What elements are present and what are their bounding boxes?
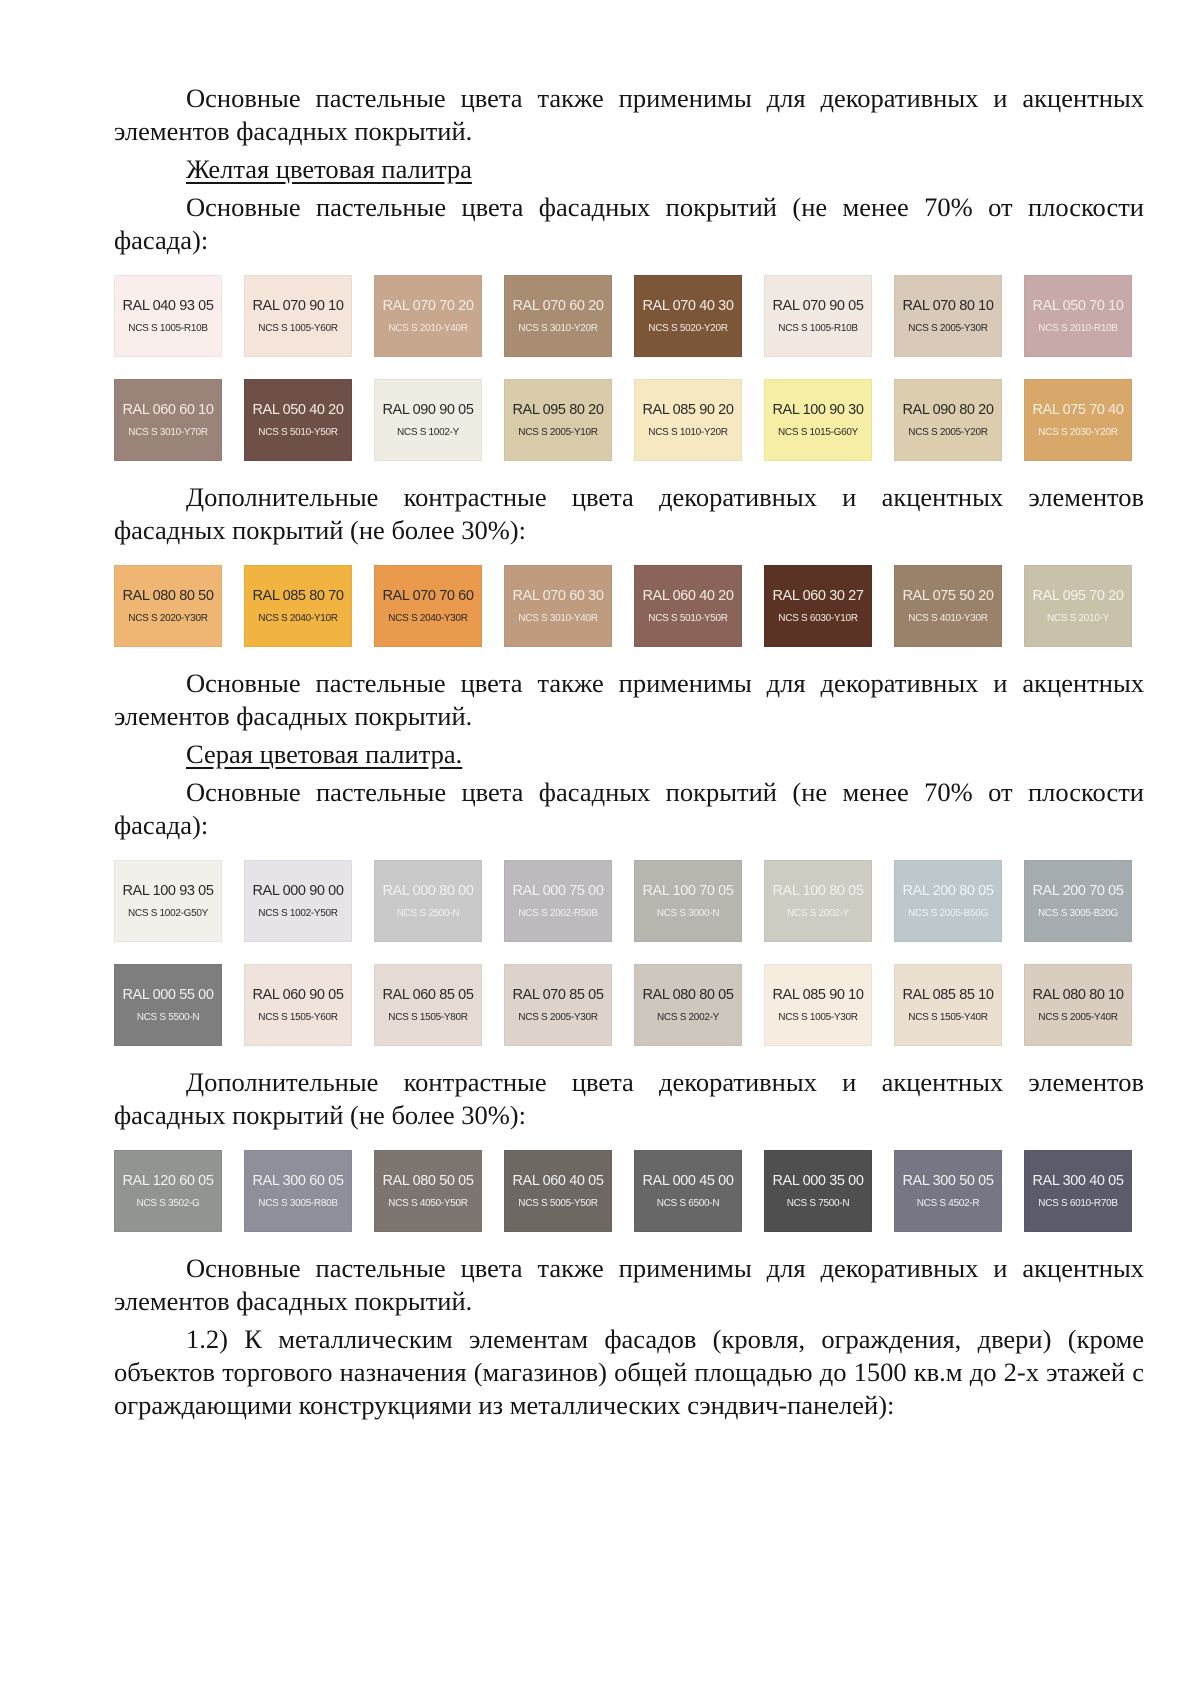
color-swatch [114,379,222,461]
gray-main-row-1 [114,860,1144,942]
swatch-ncs-code: NCS S 2005-Y30R [908,322,988,334]
swatch-ral-code: RAL 080 80 50 [122,587,214,604]
swatch-ncs-code: NCS S 5010-Y50R [648,612,728,624]
swatch-ncs-code: NCS S 5500-N [136,1011,200,1023]
swatch-ncs-code: NCS S 3005-R80B [258,1197,338,1209]
swatch-ncs-code: NCS S 1015-G60Y [778,426,858,438]
swatch-ncs-code: NCS S 1002-G50Y [128,907,208,919]
color-swatch [244,275,352,357]
color-swatch [894,565,1002,647]
swatch-ncs-code: NCS S 2002-Y [787,907,849,919]
swatch-ral-code: RAL 090 90 05 [382,401,474,418]
swatch-ral-code: RAL 060 30 27 [772,587,864,604]
color-swatch [894,1150,1002,1232]
swatch-ncs-code: NCS S 6010-R70B [1038,1197,1118,1209]
swatch-ral-code: RAL 070 90 05 [772,297,864,314]
color-swatch [504,379,612,461]
swatch-ral-code: RAL 085 85 10 [902,986,994,1003]
swatch-ncs-code: NCS S 5005-Y50R [518,1197,598,1209]
gray-main-palette [114,860,1144,1046]
swatch-ral-code: RAL 085 80 70 [252,587,344,604]
swatch-ral-code: RAL 085 90 20 [642,401,734,418]
swatch-ncs-code: NCS S 4010-Y30R [908,612,988,624]
color-swatch [374,1150,482,1232]
color-swatch [894,275,1002,357]
color-swatch [634,379,742,461]
swatch-ral-code: RAL 050 40 20 [252,401,344,418]
gray-additional-row [114,1150,1144,1232]
swatch-ncs-code: NCS S 1505-Y80R [388,1011,468,1023]
swatch-ral-code: RAL 100 70 05 [642,882,734,899]
swatch-ral-code: RAL 070 90 10 [252,297,344,314]
swatch-ral-code: RAL 000 90 00 [252,882,344,899]
color-swatch [504,275,612,357]
swatch-ral-code: RAL 200 80 05 [902,882,994,899]
color-swatch [894,964,1002,1046]
swatch-ncs-code: NCS S 6030-Y10R [778,612,858,624]
swatch-ral-code: RAL 000 45 00 [642,1172,734,1189]
swatch-ncs-code: NCS S 2040-Y10R [258,612,338,624]
gray-additional-colors-paragraph: Дополнительные контрастные цвета декоративных и акцентных элементов фасадных покрытий (не более 30%): [114,1067,1144,1130]
swatch-ncs-code: NCS S 2005-Y10R [518,426,598,438]
swatch-ncs-code: NCS S 1010-Y20R [648,426,728,438]
yellow-main-colors-paragraph: Основные пастельные цвета фасадных покрытий (не менее 70% от плоскости фасада): [114,192,1144,255]
swatch-ncs-code: NCS S 1002-Y50R [258,907,338,919]
color-swatch [634,565,742,647]
color-swatch [114,275,222,357]
swatch-ral-code: RAL 060 85 05 [382,986,474,1003]
swatch-ncs-code: NCS S 2005-Y30R [518,1011,598,1023]
swatch-ncs-code: NCS S 4050-Y50R [388,1197,468,1209]
color-swatch [244,565,352,647]
swatch-ral-code: RAL 000 80 00 [382,882,474,899]
swatch-ral-code: RAL 060 40 20 [642,587,734,604]
color-swatch [374,964,482,1046]
swatch-ral-code: RAL 070 70 20 [382,297,474,314]
color-swatch [1024,860,1132,942]
color-swatch [374,275,482,357]
swatch-ral-code: RAL 070 40 30 [642,297,734,314]
swatch-ncs-code: NCS S 1005-R10B [128,322,208,334]
swatch-ral-code: RAL 000 35 00 [772,1172,864,1189]
color-swatch [764,565,872,647]
color-swatch [764,1150,872,1232]
swatch-ncs-code: NCS S 3000-N [656,907,720,919]
swatch-ncs-code: NCS S 1005-R10B [778,322,858,334]
color-swatch [764,379,872,461]
swatch-ral-code: RAL 100 80 05 [772,882,864,899]
swatch-ral-code: RAL 085 90 10 [772,986,864,1003]
yellow-additional-row [114,565,1144,647]
color-swatch [634,860,742,942]
swatch-ncs-code: NCS S 1505-Y40R [908,1011,988,1023]
swatch-ncs-code: NCS S 5010-Y50R [258,426,338,438]
swatch-ral-code: RAL 000 75 00 [512,882,604,899]
swatch-ral-code: RAL 080 80 05 [642,986,734,1003]
color-swatch [244,1150,352,1232]
swatch-ral-code: RAL 300 50 05 [902,1172,994,1189]
color-swatch [1024,379,1132,461]
swatch-ncs-code: NCS S 2002-R50B [518,907,598,919]
swatch-ral-code: RAL 090 80 20 [902,401,994,418]
gray-additional-palette [114,1150,1144,1232]
color-swatch [374,379,482,461]
swatch-ral-code: RAL 050 70 10 [1032,297,1124,314]
swatch-ncs-code: NCS S 2005-Y40R [1038,1011,1118,1023]
swatch-ral-code: RAL 060 90 05 [252,986,344,1003]
yellow-main-row-2 [114,379,1144,461]
swatch-ncs-code: NCS S 2005-B50G [908,907,988,919]
yellow-after-paragraph: Основные пастельные цвета также применимы для декоративных и акцентных элементов фасадных покрытий. [114,668,1144,731]
color-swatch [894,860,1002,942]
swatch-ral-code: RAL 095 80 20 [512,401,604,418]
color-swatch [1024,565,1132,647]
swatch-ncs-code: NCS S 1005-Y60R [258,322,338,334]
swatch-ral-code: RAL 070 80 10 [902,297,994,314]
swatch-ncs-code: NCS S 2010-Y [1047,612,1109,624]
yellow-palette-heading: Желтая цветовая палитра [186,154,472,184]
swatch-ncs-code: NCS S 2020-Y30R [128,612,208,624]
swatch-ncs-code: NCS S 2030-Y20R [1038,426,1118,438]
swatch-ral-code: RAL 120 60 05 [122,1172,214,1189]
swatch-ral-code: RAL 070 60 20 [512,297,604,314]
swatch-ral-code: RAL 040 93 05 [122,297,214,314]
color-swatch [504,565,612,647]
swatch-ncs-code: NCS S 2005-Y20R [908,426,988,438]
swatch-ral-code: RAL 075 50 20 [902,587,994,604]
document-body [114,82,1144,1427]
color-swatch [634,964,742,1046]
swatch-ncs-code: NCS S 7500-N [786,1197,850,1209]
color-swatch [374,565,482,647]
color-swatch [504,964,612,1046]
swatch-ncs-code: NCS S 2002-Y [657,1011,719,1023]
color-swatch [244,964,352,1046]
swatch-ral-code: RAL 100 93 05 [122,882,214,899]
color-swatch [894,379,1002,461]
color-swatch [504,860,612,942]
swatch-ncs-code: NCS S 2500-N [396,907,460,919]
gray-palette-heading: Серая цветовая палитра. [186,739,463,769]
swatch-ral-code: RAL 300 40 05 [1032,1172,1124,1189]
yellow-additional-palette [114,565,1144,647]
swatch-ncs-code: NCS S 4502-R [916,1197,980,1209]
color-swatch [1024,964,1132,1046]
swatch-ncs-code: NCS S 3010-Y70R [128,426,208,438]
swatch-ncs-code: NCS S 1002-Y [397,426,459,438]
intro-paragraph: Основные пастельные цвета также применимы для декоративных и акцентных элементов фасадных покрытий. [114,83,1144,146]
swatch-ncs-code: NCS S 1005-Y30R [778,1011,858,1023]
swatch-ral-code: RAL 070 85 05 [512,986,604,1003]
yellow-main-row-1 [114,275,1144,357]
color-swatch [764,860,872,942]
swatch-ncs-code: NCS S 6500-N [656,1197,720,1209]
color-swatch [114,565,222,647]
swatch-ncs-code: NCS S 3010-Y40R [518,612,598,624]
color-swatch [114,964,222,1046]
color-swatch [764,275,872,357]
color-swatch [244,379,352,461]
swatch-ral-code: RAL 000 55 00 [122,986,214,1003]
swatch-ncs-code: NCS S 1505-Y60R [258,1011,338,1023]
color-swatch [1024,1150,1132,1232]
swatch-ncs-code: NCS S 2010-R10B [1038,322,1118,334]
swatch-ral-code: RAL 100 90 30 [772,401,864,418]
gray-main-colors-paragraph: Основные пастельные цвета фасадных покрытий (не менее 70% от плоскости фасада): [114,777,1144,840]
color-swatch [1024,275,1132,357]
swatch-ncs-code: NCS S 2040-Y30R [388,612,468,624]
color-swatch [374,860,482,942]
color-swatch [504,1150,612,1232]
yellow-main-palette [114,275,1144,461]
swatch-ral-code: RAL 080 80 10 [1032,986,1124,1003]
swatch-ral-code: RAL 060 40 05 [512,1172,604,1189]
swatch-ncs-code: NCS S 3005-B20G [1038,907,1118,919]
swatch-ncs-code: NCS S 3010-Y20R [518,322,598,334]
swatch-ral-code: RAL 070 60 30 [512,587,604,604]
swatch-ral-code: RAL 095 70 20 [1032,587,1124,604]
swatch-ral-code: RAL 080 50 05 [382,1172,474,1189]
gray-main-row-2 [114,964,1144,1046]
color-swatch [634,275,742,357]
color-swatch [114,1150,222,1232]
metal-elements-paragraph: 1.2) К металлическим элементам фасадов (кровля, ограждения, двери) (кроме объектов торгового назначения (магазинов) общей площадью до 1500 кв.м до 2-х этажей с ограждающими конструкциями из металлических сэндвич-панелей): [114,1324,1144,1420]
yellow-additional-colors-paragraph: Дополнительные контрастные цвета декоративных и акцентных элементов фасадных покрытий (не более 30%): [114,482,1144,545]
swatch-ncs-code: NCS S 5020-Y20R [648,322,728,334]
swatch-ncs-code: NCS S 3502-G [136,1197,200,1209]
swatch-ral-code: RAL 060 60 10 [122,401,214,418]
gray-after-paragraph: Основные пастельные цвета также применимы для декоративных и акцентных элементов фасадных покрытий. [114,1253,1144,1316]
color-swatch [114,860,222,942]
swatch-ral-code: RAL 075 70 40 [1032,401,1124,418]
color-swatch [634,1150,742,1232]
swatch-ral-code: RAL 300 60 05 [252,1172,344,1189]
color-swatch [764,964,872,1046]
swatch-ral-code: RAL 200 70 05 [1032,882,1124,899]
color-swatch [244,860,352,942]
swatch-ral-code: RAL 070 70 60 [382,587,474,604]
swatch-ncs-code: NCS S 2010-Y40R [388,322,468,334]
